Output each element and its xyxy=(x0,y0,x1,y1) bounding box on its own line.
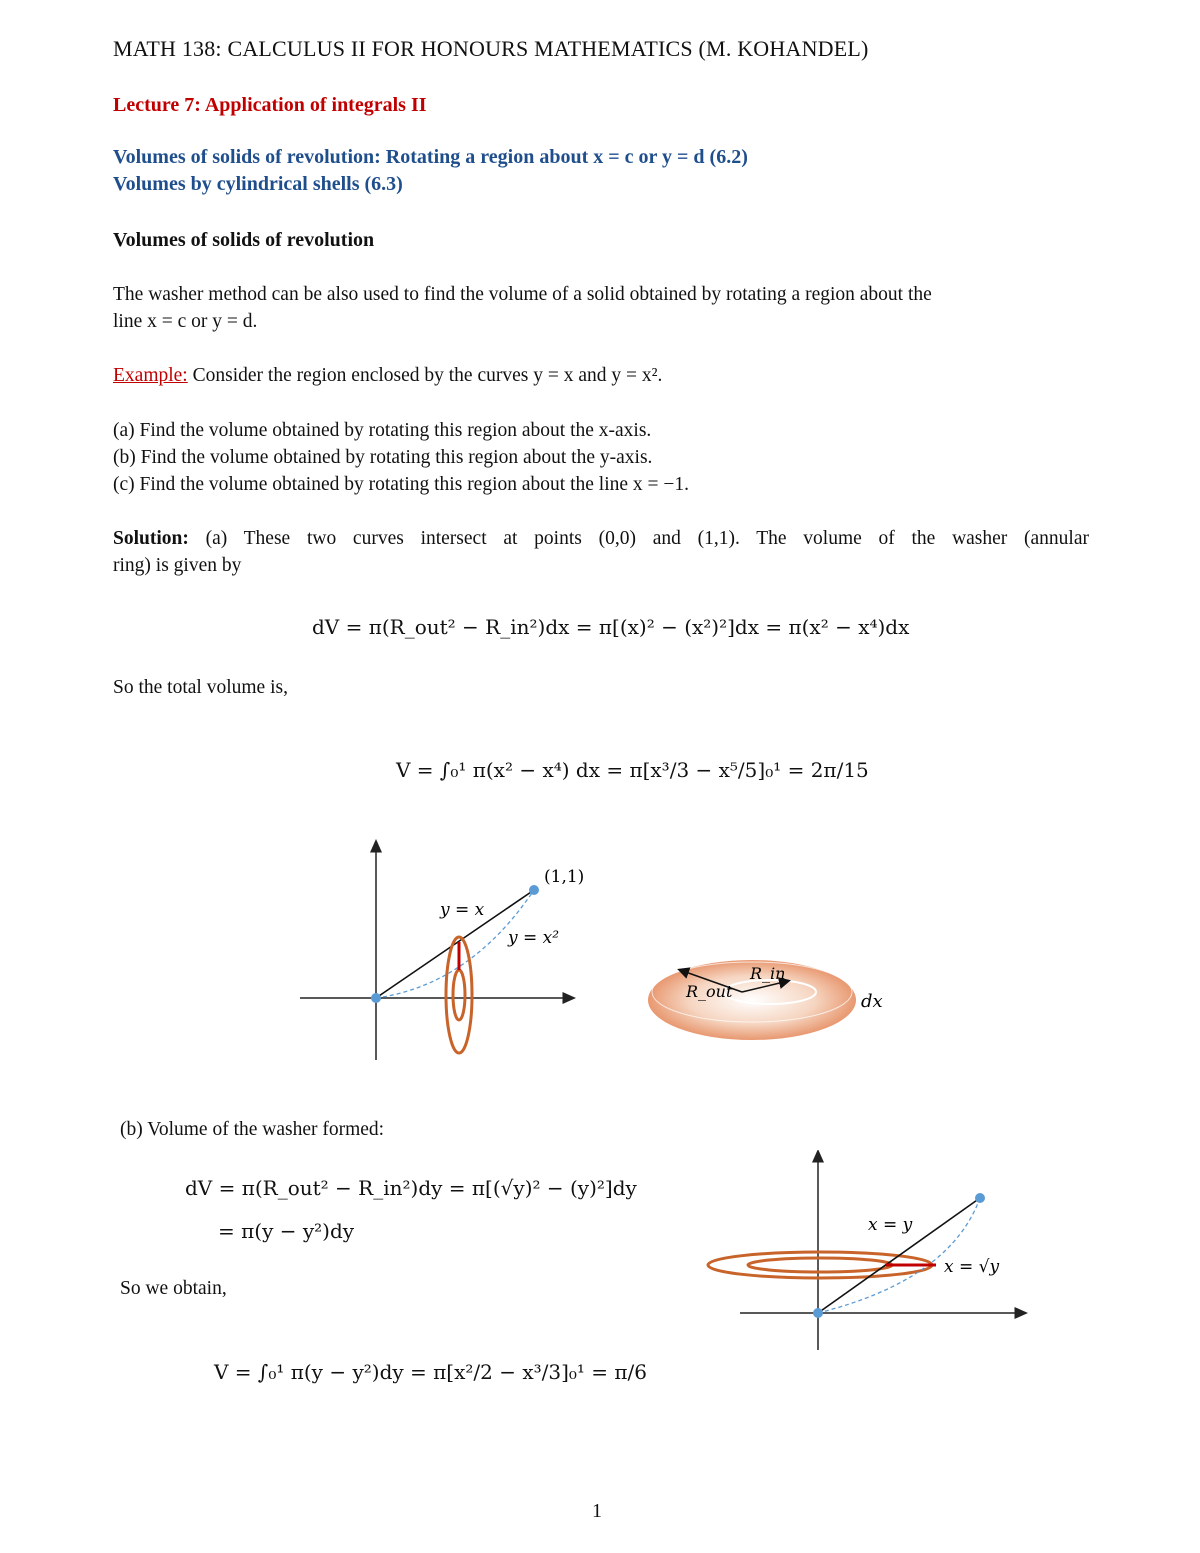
total-volume-text: So the total volume is, xyxy=(113,677,288,698)
part-a: (a) Find the volume obtained by rotating this region about the x-axis. xyxy=(113,420,652,441)
example-label: Example: xyxy=(113,365,188,386)
intro-line-2: line x = c or y = d. xyxy=(113,311,258,332)
lecture-title: Lecture 7: Application of integrals II xyxy=(113,94,427,116)
solution-text: (a) These two curves intersect at points (0,0) and (1,1). The volume of the washer (annular xyxy=(205,528,1089,549)
intro-line-1: The washer method can be also used to find the volume of a solid obtained by rotating a region about the xyxy=(113,284,932,305)
page-header: MATH 138: CALCULUS II FOR HONOURS MATHEMATICS (M. KOHANDEL) xyxy=(113,36,869,61)
thickness-label: dx xyxy=(861,991,883,1012)
point-label: (1,1) xyxy=(544,867,585,887)
example-text: Consider the region enclosed by the curves y = x and y = x². xyxy=(192,365,663,386)
part-c: (c) Find the volume obtained by rotating this region about the line x = −1. xyxy=(113,474,690,495)
topic-shells: Volumes by cylindrical shells (6.3) xyxy=(113,173,403,195)
r-in-label: R_in xyxy=(750,964,786,983)
page-number: 1 xyxy=(592,1500,602,1522)
equation-a-V: V = ∫₀¹ π(x² − x⁴) dx = π[x³/3 − x⁵/5]₀¹ = 2π/15 xyxy=(396,758,869,782)
intersection-point xyxy=(529,885,539,895)
obtain-text: So we obtain, xyxy=(120,1278,227,1299)
topic-washers: Volumes of solids of revolution: Rotating a region about x = c or y = d (6.2) xyxy=(113,146,748,168)
curve-label: y = x² xyxy=(508,928,560,948)
line-label-b: x = y xyxy=(868,1215,913,1235)
part-b: (b) Find the volume obtained by rotating this region about the y-axis. xyxy=(113,447,653,468)
equation-a-dV: dV = π(R_out² − R_in²)dx = π[(x)² − (x²)²]dx = π(x² − x⁴)dx xyxy=(312,615,910,639)
equation-b-V: V = ∫₀¹ π(y − y²)dy = π[x²/2 − x³/3]₀¹ = π/6 xyxy=(214,1360,647,1384)
inner-washer-ring xyxy=(453,970,465,1020)
equation-b-dV-simplified: = π(y − y²)dy xyxy=(218,1219,355,1243)
inner-washer-ring-b xyxy=(748,1258,892,1272)
line-label: y = x xyxy=(440,900,485,920)
intersection-point-b xyxy=(975,1193,985,1203)
solution-line-2: ring) is given by xyxy=(113,555,242,576)
solution-label: Solution: xyxy=(113,528,189,549)
solution-line-1 xyxy=(113,528,1089,550)
r-out-label: R_out xyxy=(686,982,733,1001)
washer-diagram xyxy=(640,955,900,1050)
part-b-text: (b) Volume of the washer formed: xyxy=(120,1119,385,1140)
section-heading: Volumes of solids of revolution xyxy=(113,229,375,251)
curve-label-b: x = √y xyxy=(944,1257,1000,1277)
origin-point-b xyxy=(813,1308,823,1318)
figure-b-rotation xyxy=(700,1150,1030,1350)
figure-a-rotation xyxy=(290,835,600,1065)
example-line xyxy=(113,365,662,387)
origin-point xyxy=(371,993,381,1003)
equation-b-dV: dV = π(R_out² − R_in²)dy = π[(√y)² − (y)²]dy xyxy=(185,1176,637,1200)
